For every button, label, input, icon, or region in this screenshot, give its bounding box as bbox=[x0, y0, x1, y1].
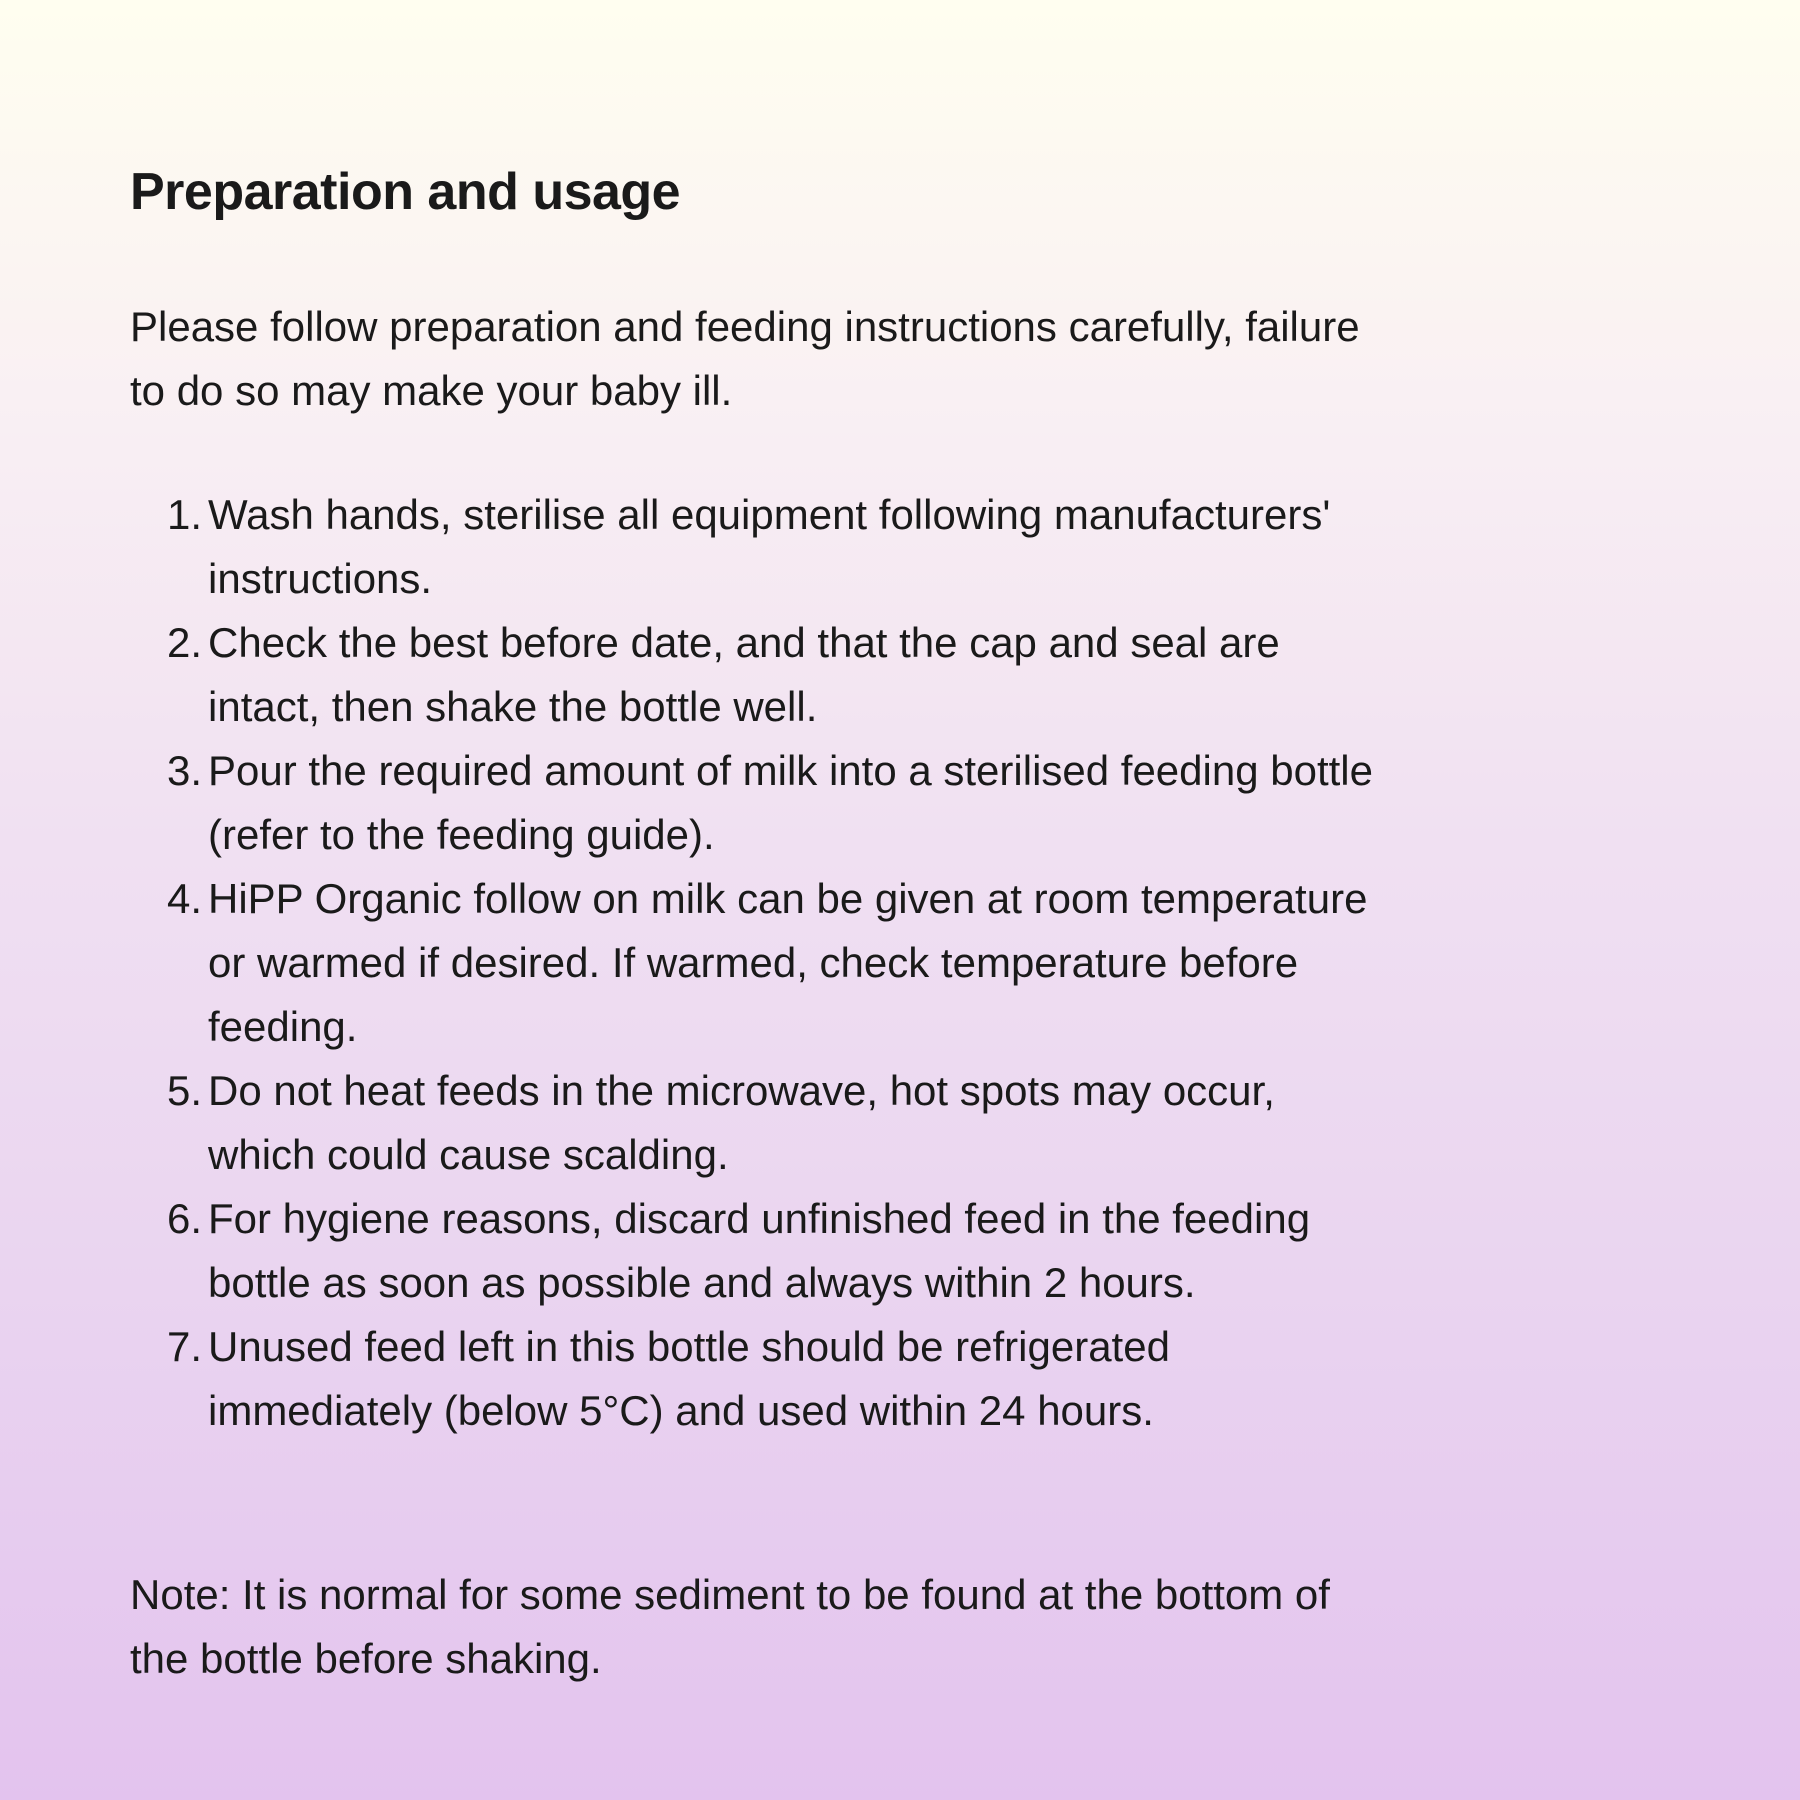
step-text: For hygiene reasons, discard unfinished feed in the feeding bottle as soon as possible and always within 2 hours. bbox=[208, 1195, 1311, 1306]
step-item bbox=[130, 867, 1650, 1059]
step-text: Unused feed left in this bottle should be refrigerated immediately (below 5°C) and used within 24 hours. bbox=[208, 1323, 1170, 1434]
step-text: Pour the required amount of milk into a sterilised feeding bottle (refer to the feeding guide). bbox=[208, 747, 1373, 858]
step-item bbox=[130, 1187, 1650, 1315]
intro-paragraph: Please follow preparation and feeding instructions carefully, failure to do so may make your baby ill. bbox=[130, 303, 1360, 414]
step-item bbox=[130, 1059, 1650, 1187]
step-number: 5. bbox=[166, 1067, 202, 1114]
step-text: Check the best before date, and that the cap and seal are intact, then shake the bottle well. bbox=[208, 619, 1280, 730]
sediment-note: Note: It is normal for some sediment to be found at the bottom of the bottle before shaking. bbox=[130, 1571, 1330, 1682]
preparation-steps-list bbox=[130, 483, 1650, 1443]
step-text: Do not heat feeds in the microwave, hot spots may occur, which could cause scalding. bbox=[208, 1067, 1275, 1178]
step-number: 3. bbox=[166, 747, 202, 794]
step-item bbox=[130, 739, 1650, 867]
step-text: Wash hands, sterilise all equipment following manufacturers' instructions. bbox=[208, 491, 1331, 602]
step-number: 7. bbox=[166, 1323, 202, 1370]
step-number: 4. bbox=[166, 875, 202, 922]
page-title: Preparation and usage bbox=[130, 163, 681, 221]
step-item bbox=[130, 1315, 1650, 1443]
step-number: 2. bbox=[166, 619, 202, 666]
step-number: 6. bbox=[166, 1195, 202, 1242]
step-number: 1. bbox=[166, 491, 202, 538]
step-item bbox=[130, 483, 1650, 611]
step-text: HiPP Organic follow on milk can be given at room temperature or warmed if desired. If warmed, check temperature before feeding. bbox=[208, 875, 1368, 1050]
step-item bbox=[130, 611, 1650, 739]
